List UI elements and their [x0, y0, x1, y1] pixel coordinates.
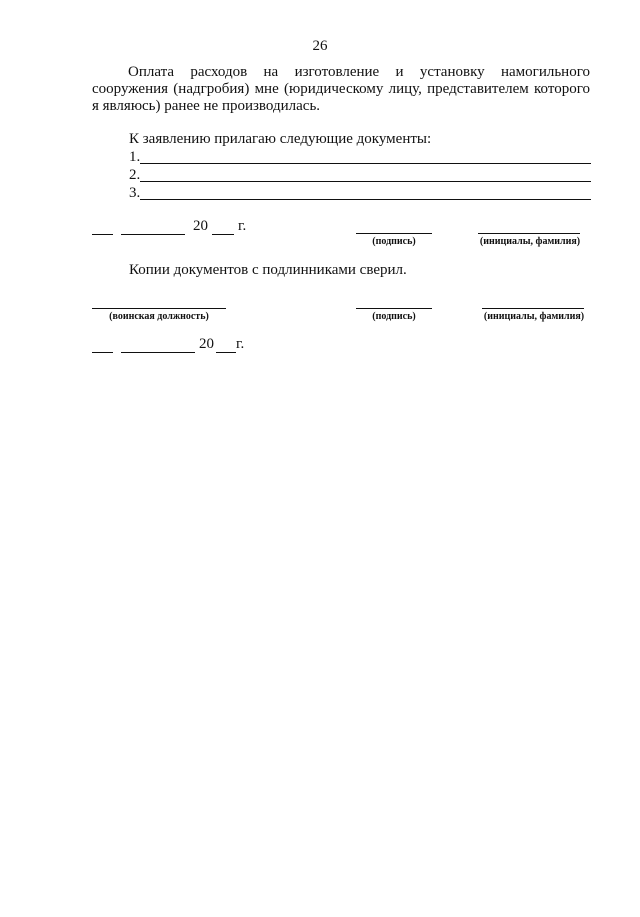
date-year-blank: [212, 234, 234, 235]
military-position-label: (воинская должность): [109, 311, 209, 322]
date-year-blank: [216, 352, 236, 353]
document-fill-line: [140, 181, 591, 182]
documents-heading: К заявлению прилагаю следующие документы:: [129, 131, 432, 147]
signature-label: (подпись): [372, 236, 416, 247]
initials-blank: [482, 308, 584, 309]
position-blank: [92, 308, 226, 309]
date-year-prefix: 20: [199, 336, 214, 352]
date-month-blank: [121, 234, 185, 235]
document-item-3: [129, 184, 591, 202]
signature-label: (подпись): [372, 311, 416, 322]
signature-blank: [356, 308, 432, 309]
date-day-blank: [92, 352, 113, 353]
document-fill-line: [140, 199, 591, 200]
initials-blank: [478, 233, 580, 234]
statement-text: Оплата расходов на изготовление и установку намогильного сооружения (надгробия) мне (юридическому лицу, представителем которого я являюсь) ранее не производилась.: [92, 64, 590, 114]
date-month-blank: [121, 352, 195, 353]
document-number: 2.: [129, 167, 141, 183]
document-item-2: [129, 166, 591, 184]
signature-blank: [356, 233, 432, 234]
document-number: 3.: [129, 185, 141, 201]
statement-paragraph: [92, 64, 590, 115]
date-year-suffix: г.: [236, 336, 245, 352]
copies-verified-text: Копии документов с подлинниками сверил.: [129, 262, 407, 278]
date-year-prefix: 20: [193, 218, 208, 234]
document-number: 1.: [129, 149, 141, 165]
document-fill-line: [140, 163, 591, 164]
document-item-1: [129, 148, 591, 166]
date-year-suffix: г.: [238, 218, 247, 234]
page-number: 26: [312, 38, 328, 54]
initials-label: (инициалы, фамилия): [479, 236, 581, 247]
date-day-blank: [92, 234, 113, 235]
initials-label: (инициалы, фамилия): [483, 311, 585, 322]
